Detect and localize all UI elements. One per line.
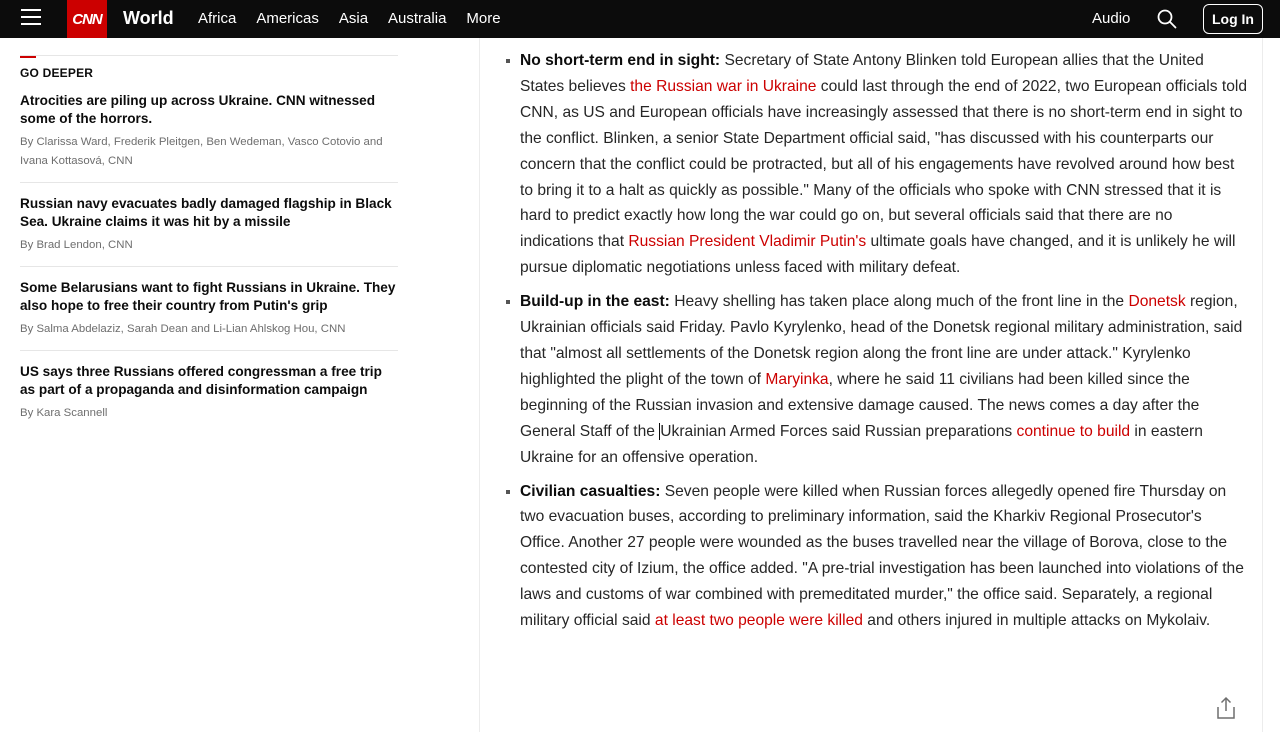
login-button[interactable]: Log In (1203, 4, 1263, 34)
body-text: Secretary of State Antony Blinken told European allies that the United States believes (520, 52, 1204, 95)
story-byline: By Kara Scannell (20, 407, 108, 419)
rail-story (20, 279, 398, 351)
bullet-lead: No short-term end in sight: (520, 52, 721, 69)
story-headline[interactable]: Russian navy evacuates badly damaged flagship in Black Sea. Ukraine claims it was hit by a missile (20, 196, 392, 229)
body-text: and others injured in multiple attacks on Mykolaiv. (862, 612, 1211, 630)
inline-link[interactable]: continue to build (1016, 422, 1131, 440)
cnn-logo[interactable]: CNN (67, 0, 107, 38)
column-divider (479, 38, 480, 732)
story-byline: By Brad Lendon, CNN (20, 239, 133, 251)
nav-item-africa[interactable]: Africa (198, 10, 237, 27)
rail-story (20, 363, 398, 434)
rail-story (20, 195, 398, 267)
story-byline: By Clarissa Ward, Frederik Pleitgen, Ben Wedeman, Vasco Cotovio and Ivana Kottasová, CNN (20, 136, 383, 167)
menu-icon[interactable] (21, 9, 41, 29)
inline-link[interactable]: Donetsk (1128, 293, 1186, 311)
body-text: region, Ukrainian officials said Friday. Pavlo Kyrylenko, head of the Donetsk regional military administration, said that "almost all settlements of the Donetsk region along the front line are under attack." Kyrylenko highlighted the plight of the town of (520, 293, 1243, 388)
rail-top-divider (20, 55, 398, 56)
body-text: Heavy shelling has taken place along much of the front line in the (669, 293, 1129, 311)
go-deeper-rail (20, 38, 398, 434)
share-icon[interactable] (1215, 696, 1237, 720)
bullet-paragraph (502, 48, 1247, 281)
article-body (502, 48, 1247, 642)
body-text: , where he said 11 civilians had been killed since the beginning of the Russian invasion and extensive damage caused. The news comes a day after the General Staff of the (520, 370, 1200, 440)
body-text: ultimate goals have changed, and it is unlikely he will pursue diplomatic negotiations unless faced with military defeat. (520, 233, 1236, 277)
section-nav (198, 10, 521, 27)
rail-story (20, 92, 398, 183)
column-divider-right (1262, 38, 1263, 732)
body-text: Ukrainian Armed Forces said Russian preparations (660, 422, 1017, 440)
story-byline: By Salma Abdelaziz, Sarah Dean and Li-Lian Ahlskog Hou, CNN (20, 323, 346, 335)
bullet-paragraph (502, 289, 1247, 470)
bullet-lead: Build-up in the east: (520, 293, 670, 311)
nav-item-americas[interactable]: Americas (256, 10, 319, 27)
audio-link[interactable]: Audio (1092, 10, 1131, 27)
top-navigation-bar (0, 0, 1280, 38)
inline-link[interactable]: at least two people were killed (654, 612, 863, 630)
inline-link[interactable]: Maryinka (765, 370, 829, 388)
inline-link[interactable]: Russian President Vladimir Putin's (628, 233, 867, 251)
bullet-lead: Civilian casualties: (520, 482, 661, 500)
story-headline[interactable]: Atrocities are piling up across Ukraine. CNN witnessed some of the horrors. (20, 93, 376, 126)
inline-link[interactable]: the Russian war in Ukraine (630, 77, 817, 95)
story-headline[interactable]: US says three Russians offered congressman a free trip as part of a propaganda and disinformation campaign (20, 364, 382, 397)
nav-item-australia[interactable]: Australia (388, 10, 447, 27)
story-headline[interactable]: Some Belarusians want to fight Russians in Ukraine. They also hope to free their country from Putin's grip (20, 280, 396, 313)
nav-item-asia[interactable]: Asia (338, 10, 369, 27)
section-title[interactable]: World (123, 8, 174, 28)
bullet-paragraph (502, 479, 1247, 634)
rail-label: GO DEEPER (20, 66, 94, 80)
nav-item-more[interactable]: More (466, 10, 501, 27)
body-text: Seven people were killed when Russian forces allegedly opened fire Thursday on two evacuation buses, according to preliminary information, said the Kharkiv Regional Prosecutor's Office. Another 27 people were wounded as the buses travelled near the village of Borova, close to the contested city of Izium, the office added. "A pre-trial investigation has been launched into violations of the laws and customs of war combined with premeditated murder," the office said. Separately, a regional military official said (520, 482, 1244, 630)
search-icon[interactable] (1157, 9, 1177, 29)
body-text: could last through the end of 2022, two European officials told CNN, as US and European officials have increasingly assessed that there is no short-term end in sight to the conflict. Blinken, a senior State Department official said, "has discussed with his counterparts our concern that the conflict could be protracted, but all of his engagements have revolved around how best to bring it to a halt as quickly as possible." Many of the officials who spoke with CNN stressed that it is hard to predict exactly how long the war could go on, but several officials said that there are no indications that (520, 77, 1248, 251)
body-text: in eastern Ukraine for an offensive operation. (520, 422, 1203, 466)
